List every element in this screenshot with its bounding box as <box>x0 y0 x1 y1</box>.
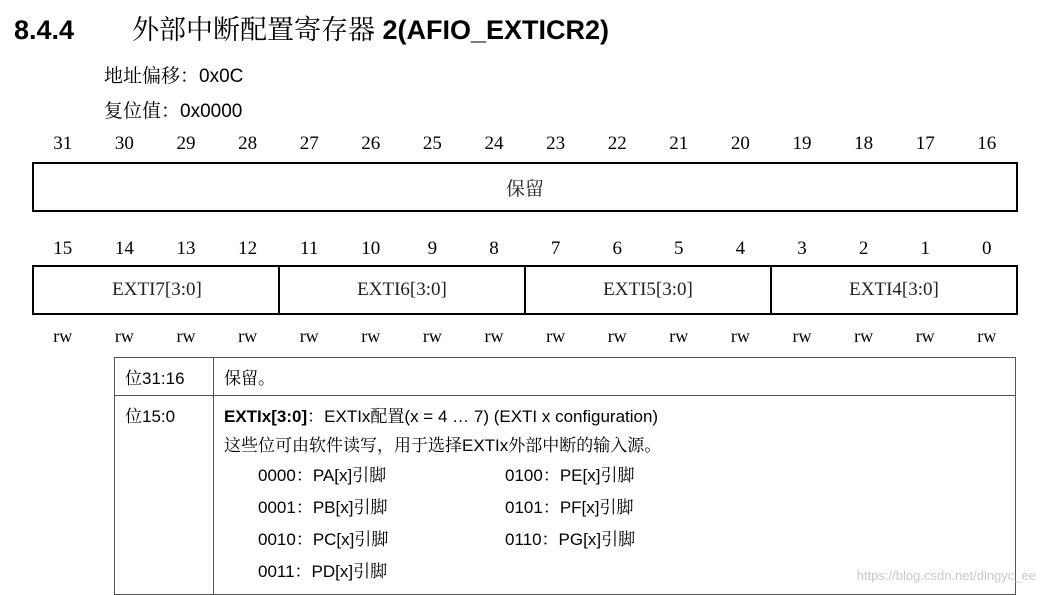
bits-cell: 位15:0 <box>115 396 214 595</box>
section-title-cn: 外部中断配置寄存器 <box>132 15 383 45</box>
bit-number: 25 <box>422 133 442 154</box>
section-title-en: 2(AFIO_EXTICR2) <box>382 15 610 45</box>
bit-description-table <box>114 357 1016 595</box>
upper-register-row <box>32 162 1018 212</box>
pin-option: 0100：PE[x]引脚 <box>505 466 635 485</box>
bit-number: 28 <box>238 133 258 154</box>
bit-number: 12 <box>238 238 258 259</box>
bit-number: 31 <box>53 133 73 154</box>
field-exti4: EXTI4[3:0] <box>770 267 1016 313</box>
access-label: rw <box>114 326 134 346</box>
pin-option: 0011：PD[x]引脚 <box>258 562 388 581</box>
bit-number: 16 <box>977 133 997 154</box>
bit-number: 20 <box>730 133 750 154</box>
pin-option: 0110：PG[x]引脚 <box>505 530 636 549</box>
access-label: rw <box>299 326 319 346</box>
bit-number: 3 <box>797 238 807 259</box>
field-exti7: EXTI7[3:0] <box>112 279 202 300</box>
pin-option: 0101：PF[x]引脚 <box>505 498 634 517</box>
bit-number: 15 <box>53 238 73 259</box>
address-offset: 地址偏移：0x0C <box>104 66 244 87</box>
access-label: rw <box>607 326 627 346</box>
bit-number: 9 <box>427 238 438 259</box>
access-label: rw <box>977 326 997 346</box>
bit-number: 29 <box>176 133 196 154</box>
bit-number: 30 <box>114 133 134 154</box>
field-name: EXTIx[3:0] <box>224 407 308 426</box>
bit-number: 13 <box>176 238 196 259</box>
bit-number: 19 <box>792 133 812 154</box>
field-title-rest: ：EXTIx配置(x = 4 … 7) (EXTI x configuration) <box>307 407 659 426</box>
pin-option: 0010：PC[x]引脚 <box>258 530 389 549</box>
bit-number: 8 <box>489 238 499 259</box>
field-exti5: EXTI5[3:0] <box>524 267 770 313</box>
pin-option: 0001：PB[x]引脚 <box>258 498 388 517</box>
field-exti6: EXTI6[3:0] <box>278 267 524 313</box>
table-row <box>115 396 1016 595</box>
bit-number: 27 <box>299 133 319 154</box>
field-title-line <box>224 402 1005 431</box>
access-label: rw <box>176 326 196 346</box>
reset-value: 复位值：0x0000 <box>104 101 243 122</box>
bit-number: 18 <box>854 133 874 154</box>
bit-number: 2 <box>858 238 869 259</box>
access-label: rw <box>484 326 504 346</box>
bit-number: 5 <box>674 238 684 259</box>
bit-number: 24 <box>484 133 504 154</box>
bit-number: 26 <box>361 133 381 154</box>
field-description: 这些位可由软件读写，用于选择EXTIx外部中断的输入源。 <box>224 436 662 455</box>
bit-number: 22 <box>607 133 627 154</box>
pin-option: 0000：PA[x]引脚 <box>258 466 387 485</box>
table-row <box>115 358 1016 396</box>
bit-number: 4 <box>735 238 746 259</box>
desc-cell: 保留。 <box>214 358 1016 396</box>
bit-number: 6 <box>612 238 622 259</box>
desc-cell <box>214 396 1016 595</box>
bit-number: 0 <box>982 238 992 259</box>
access-label: rw <box>546 326 566 346</box>
bit-number: 23 <box>546 133 566 154</box>
bit-number: 7 <box>550 238 561 259</box>
bit-number: 17 <box>915 133 935 154</box>
access-label: rw <box>730 326 750 346</box>
reserved-field: 保留 <box>505 178 544 200</box>
section-number: 8.4.4 <box>14 15 75 45</box>
upper-bit-numbers <box>32 133 1018 155</box>
access-types <box>32 326 1018 348</box>
watermark: https://blog.csdn.net/dingyc_ee <box>856 568 1036 583</box>
bits-cell: 位31:16 <box>115 358 214 396</box>
access-label: rw <box>915 326 935 346</box>
lower-register-row <box>32 265 1018 315</box>
access-label: rw <box>238 326 258 346</box>
access-label: rw <box>854 326 874 346</box>
bit-number: 14 <box>114 238 134 259</box>
bit-number: 11 <box>300 238 319 259</box>
access-label: rw <box>792 326 812 346</box>
lower-bit-numbers <box>32 238 1018 260</box>
access-label: rw <box>669 326 689 346</box>
section-heading <box>14 8 609 47</box>
bit-number: 21 <box>669 133 689 154</box>
access-label: rw <box>361 326 381 346</box>
access-label: rw <box>422 326 442 346</box>
bit-number: 10 <box>361 238 381 259</box>
access-label: rw <box>53 326 73 346</box>
bit-number: 1 <box>920 238 930 259</box>
